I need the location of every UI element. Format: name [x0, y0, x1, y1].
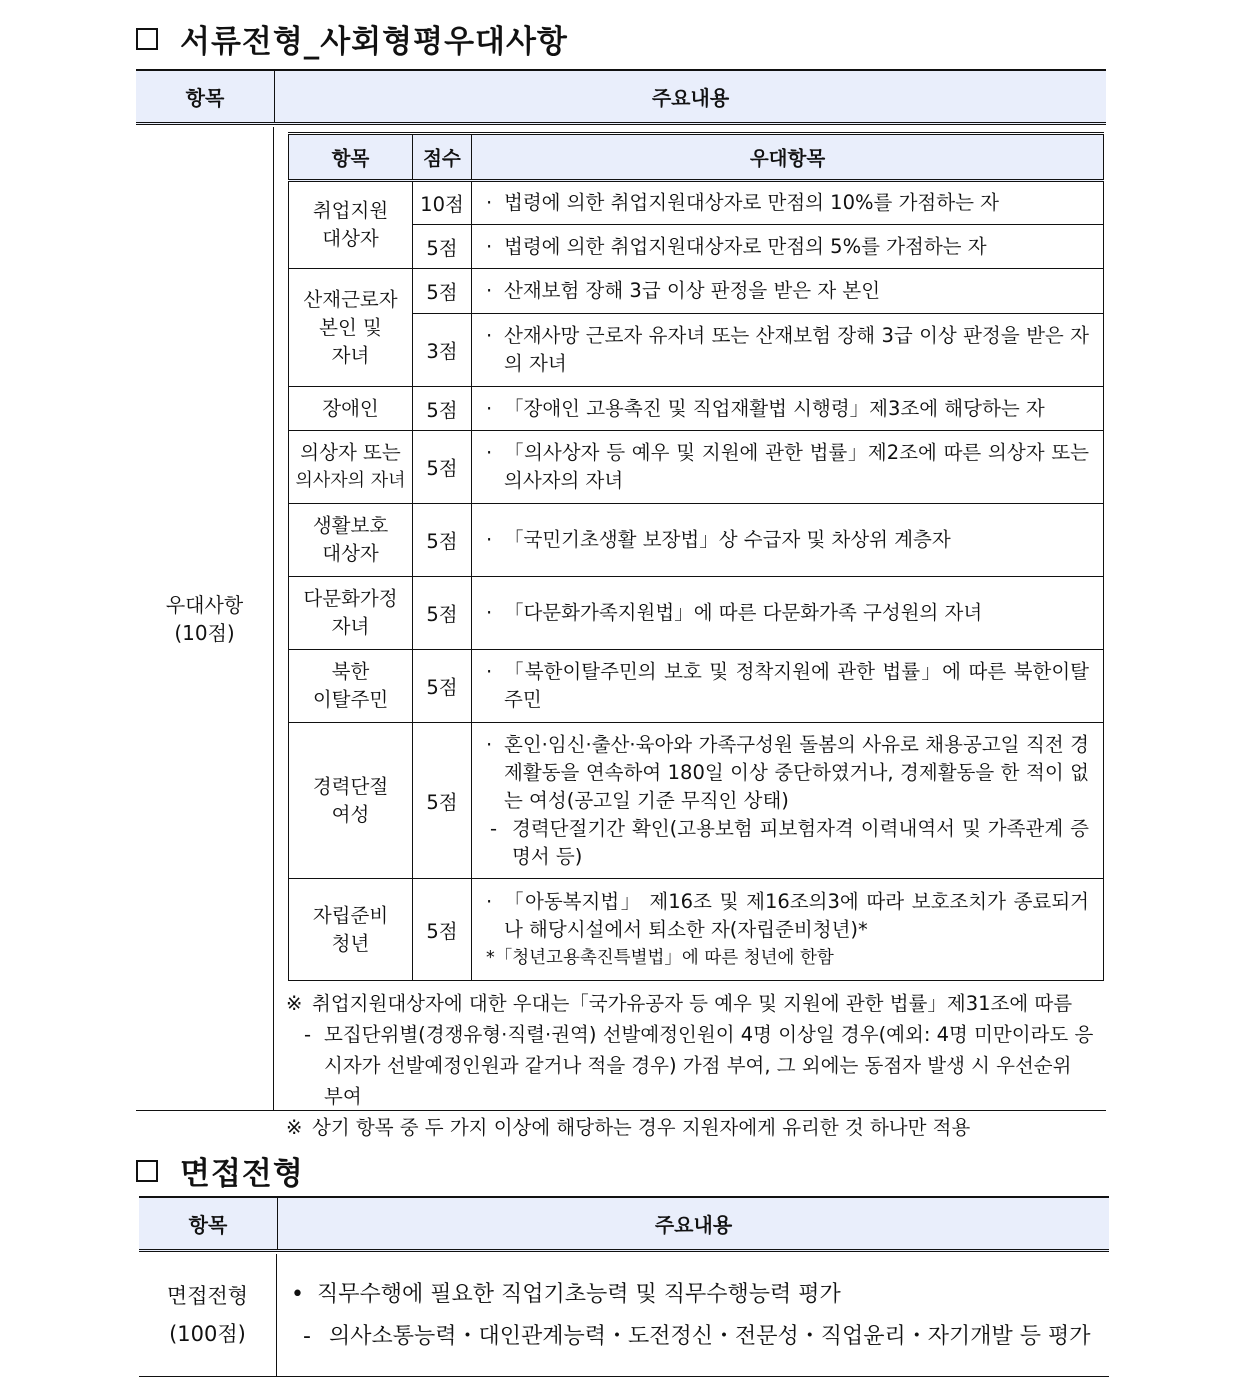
table-row: [289, 387, 1104, 431]
preference-table: [288, 132, 1104, 981]
desc-cell: · 「장애인 고용촉진 및 직업재활법 시행령」제3조에 해당하는 자: [472, 387, 1104, 431]
category-cell: 북한 이탈주민: [289, 650, 413, 723]
category-cell: 산재근로자 본인 및 자녀: [289, 269, 413, 387]
section2-bottom-border: [139, 1376, 1109, 1377]
note-line: - 모집단위별(경쟁유형·직렬·권역) 선발예정인원이 4명 이상일 경우(예외: 4명 미만이라도 응시자가 선발예정인원과 같거나 적을 경우) 가점 부여, 그 외에는 동점자 발생 시 우선순위 부여: [304, 1023, 1094, 1108]
table-row: [289, 650, 1104, 723]
category-cell: 다문화가정 자녀: [289, 577, 413, 650]
header-item: 항목: [139, 1198, 278, 1249]
table-row: [289, 181, 1104, 225]
points-cell: 5점: [413, 879, 472, 981]
desc-cell: · 「국민기초생활 보장법」상 수급자 및 차상위 계층자: [472, 504, 1104, 577]
desc-cell: · 법령에 의한 취업지원대상자로 만점의 5%를 가점하는 자: [472, 225, 1104, 269]
points-cell: 5점: [413, 269, 472, 314]
header-content: 주요내용: [651, 86, 730, 110]
header-item: 항목: [136, 71, 275, 122]
interview-line-1: • 직무수행에 필요한 직업기초능력 및 직무수행능력 평가: [291, 1282, 841, 1307]
inner-header-points: 점수: [413, 134, 472, 181]
table-row: [289, 431, 1104, 504]
table-row: [289, 723, 1104, 879]
category-cell: 자립준비 청년: [289, 879, 413, 981]
interview-label-cell: 면접전형 (100점): [139, 1254, 277, 1376]
points-cell: 3점: [413, 314, 472, 387]
notes-block: [286, 988, 1096, 1143]
header-content: 주요내용: [654, 1213, 733, 1237]
inner-header-item: 항목: [289, 134, 413, 181]
category-cell: 경력단절 여성: [289, 723, 413, 879]
desc-cell: · 법령에 의한 취업지원대상자로 만점의 10%를 가점하는 자: [472, 181, 1104, 225]
interview-content: [291, 1274, 1109, 1358]
category-cell: 장애인: [289, 387, 413, 431]
checkbox-square-icon: [136, 1160, 158, 1182]
category-cell: 의상자 또는 의사자의 자녀: [289, 431, 413, 504]
desc-cell: · 「북한이탈주민의 보호 및 정착지원에 관한 법률」에 따른 북한이탈주민: [472, 650, 1104, 723]
note-line: ※ 취업지원대상자에 대한 우대는「국가유공자 등 예우 및 지원에 관한 법률」제31조에 따름: [286, 992, 1073, 1015]
category-cell: 생활보호 대상자: [289, 504, 413, 577]
points-cell: 5점: [413, 504, 472, 577]
desc-cell: · 산재사망 근로자 유자녀 또는 산재보험 장해 3급 이상 판정을 받은 자의 자녀: [472, 314, 1104, 387]
left-label-cell: 우대사항 (10점): [136, 127, 274, 1111]
desc-cell: · 산재보험 장해 3급 이상 판정을 받은 자 본인: [472, 269, 1104, 314]
section2-header: [139, 1196, 1109, 1252]
section2-table: [139, 1196, 1109, 1378]
points-cell: 5점: [413, 431, 472, 504]
table-row: [289, 269, 1104, 314]
section2-title: 면접전형: [136, 1148, 304, 1193]
points-cell: 5점: [413, 723, 472, 879]
table-row: [289, 577, 1104, 650]
desc-cell: · 혼인·임신·출산·육아와 가족구성원 돌봄의 사유로 채용공고일 직전 경제활동을 연속하여 180일 이상 중단하였거나, 경제활동을 한 적이 없는 여성(공고일 기준 무직인 상태) - 경력단절기간 확인(고용보험 피보험자격 이력내역서 및 가족관계 증명서 등): [472, 723, 1104, 879]
section1-header: [136, 69, 1106, 125]
desc-cell: · 「아동복지법」 제16조 및 제16조의3에 따라 보호조치가 종료되거나 해당시설에서 퇴소한 자(자립준비청년)* *「청년고용촉진특별법」에 따른 청년에 한함: [472, 879, 1104, 981]
points-cell: 5점: [413, 387, 472, 431]
table-row: [289, 879, 1104, 981]
checkbox-square-icon: [136, 28, 158, 50]
interview-line-2: - 의사소통능력・대인관계능력・도전정신・전문성・직업윤리・자기개발 등 평가: [303, 1324, 1091, 1349]
points-cell: 10점: [413, 181, 472, 225]
table-row: [289, 504, 1104, 577]
points-cell: 5점: [413, 577, 472, 650]
desc-cell: · 「다문화가족지원법」에 따른 다문화가족 구성원의 자녀: [472, 577, 1104, 650]
inner-header-row: [289, 134, 1104, 181]
section1-title: 서류전형_사회형평우대사항: [136, 16, 568, 61]
points-cell: 5점: [413, 650, 472, 723]
note-line: ※ 상기 항목 중 두 가지 이상에 해당하는 경우 지원자에게 유리한 것 하나만 적용: [286, 1116, 971, 1139]
category-cell: 취업지원 대상자: [289, 181, 413, 269]
desc-cell: · 「의사상자 등 예우 및 지원에 관한 법률」제2조에 따른 의상자 또는 의사자의 자녀: [472, 431, 1104, 504]
points-cell: 5점: [413, 225, 472, 269]
inner-header-desc: 우대항목: [472, 134, 1104, 181]
